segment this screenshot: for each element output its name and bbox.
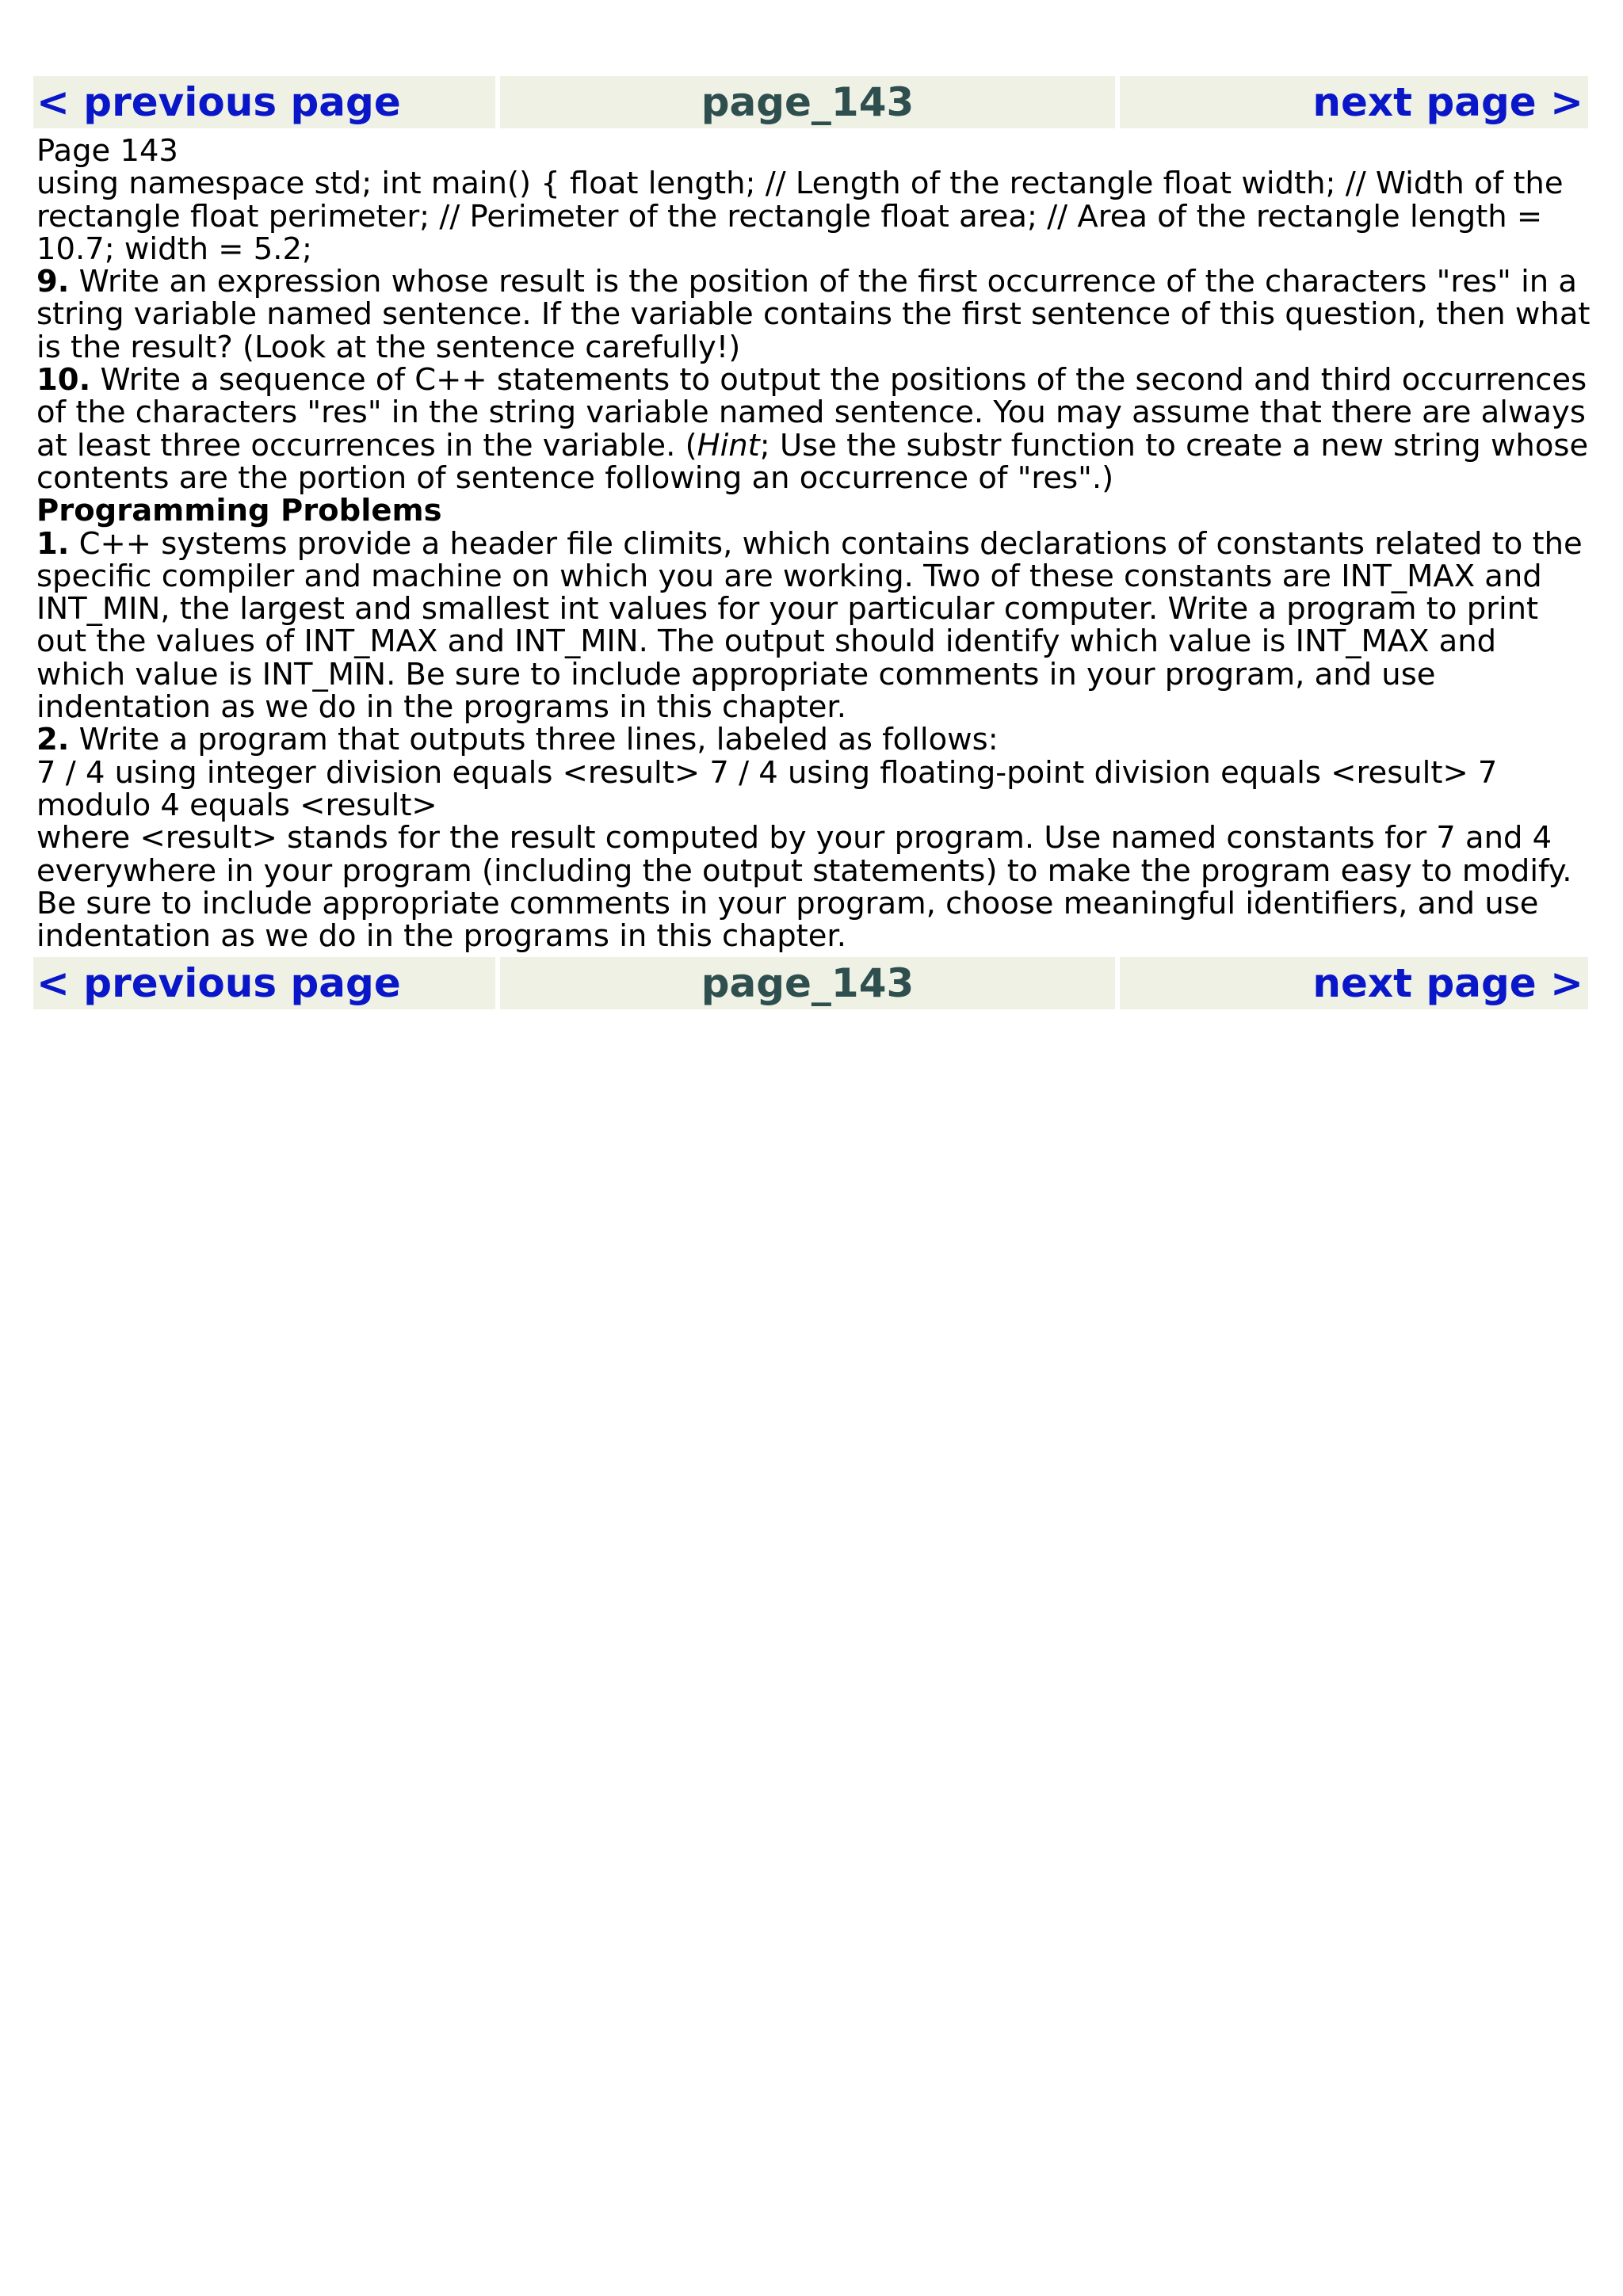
problem-number: 2. bbox=[36, 722, 70, 758]
problem-text: Write a program that outputs three lines, labeled as follows: bbox=[69, 722, 999, 758]
problem-2-output-lines: 7 / 4 using integer division equals <result> 7 / 4 using floating-point division equals <result> 7 modulo 4 equals <result> bbox=[36, 754, 1498, 823]
question-10 bbox=[36, 364, 1591, 494]
previous-page-link[interactable]: < previous page bbox=[33, 957, 495, 1009]
page-label: page_143 bbox=[500, 76, 1115, 128]
page-label: page_143 bbox=[500, 957, 1115, 1009]
problem-2 bbox=[36, 723, 1591, 756]
problem-number: 1. bbox=[36, 525, 70, 562]
previous-page-link[interactable]: < previous page bbox=[33, 76, 495, 128]
question-text: ; Use the substr function to create a new string whose contents are the portion of sentence following an occurrence of "res".) bbox=[36, 427, 1589, 496]
question-number: 9. bbox=[36, 264, 70, 300]
question-text: Write a sequence of C++ statements to output the positions of the second and third occurrences of the characters "res" in the string variable named sentence. You may assume that there are always at least three occurrences in the variable. ( bbox=[36, 362, 1587, 463]
top-navigation-bar bbox=[33, 76, 1591, 128]
hint-word: Hint bbox=[697, 427, 760, 463]
problem-1 bbox=[36, 525, 1591, 726]
problem-2-explanation: where <result> stands for the result computed by your program. Use named constants for 7 and 4 everywhere in your program (including the output statements) to make the program easy to modify. Be sure to include appropriate comments in your program, choose meaningful identifiers, and use indentation as we do in the programs in this chapter. bbox=[36, 820, 1572, 955]
code-snippet: using namespace std; int main() { float length; // Length of the rectangle float width; // Width of the rectangle float perimeter; // Perimeter of the rectangle float area; // Area of the rectangle length = 10.7; width = 5.2; bbox=[36, 166, 1564, 267]
page-number: Page 143 bbox=[36, 133, 178, 169]
question-number: 10. bbox=[36, 362, 91, 399]
page-content bbox=[33, 128, 1591, 957]
document-page bbox=[0, 0, 1623, 1009]
question-text: Write an expression whose result is the position of the first occurrence of the characters "res" in a string variable named sentence. If the variable contains the first sentence of this question, then what is the result? (Look at the sentence carefully!) bbox=[36, 264, 1591, 365]
problem-text: C++ systems provide a header file climits, which contains declarations of constants related to the specific compiler and machine on which you are working. Two of these constants are INT_MAX and INT_MIN, the largest and smallest int values for your particular computer. Write a program to print out the values of INT_MAX and INT_MIN. The output should identify which value is INT_MAX and which value is INT_MIN. Be sure to include appropriate comments in your program, and use indentation as we do in the programs in this chapter. bbox=[36, 525, 1583, 726]
next-page-link[interactable]: next page > bbox=[1120, 76, 1588, 128]
section-heading: Programming Problems bbox=[36, 493, 442, 529]
question-9 bbox=[36, 265, 1591, 364]
bottom-navigation-bar bbox=[33, 957, 1591, 1009]
next-page-link[interactable]: next page > bbox=[1120, 957, 1588, 1009]
